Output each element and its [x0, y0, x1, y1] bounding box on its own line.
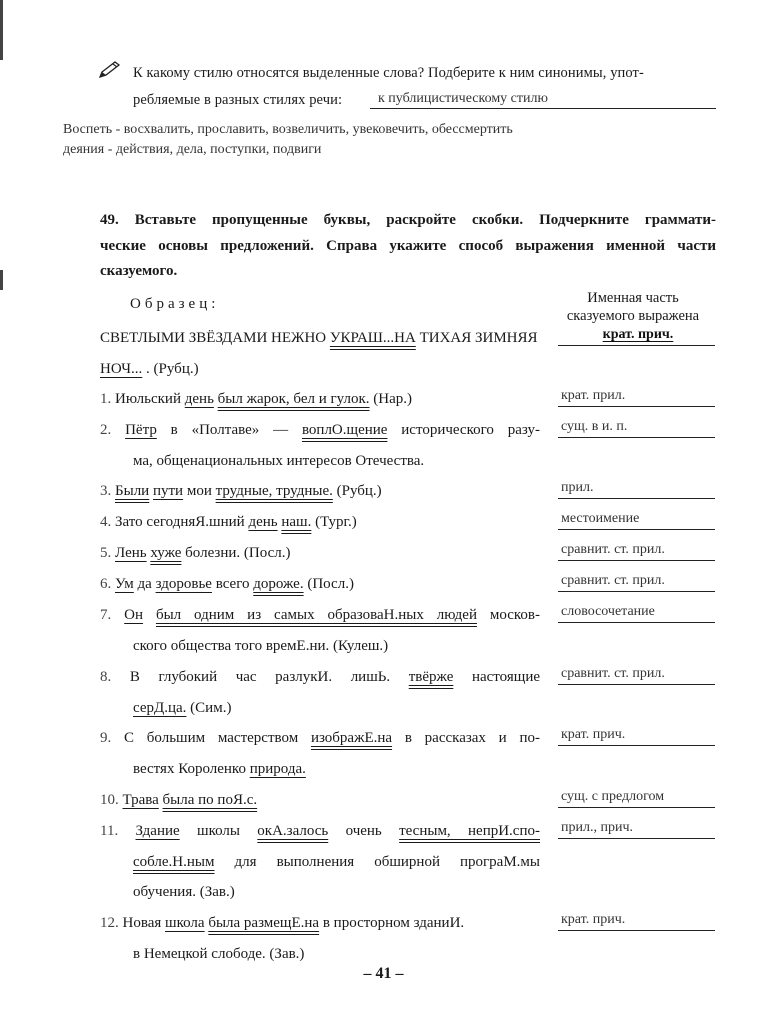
answer-field[interactable]: крат. прич. — [558, 911, 715, 931]
exercise-line — [133, 944, 304, 964]
sentence-text: Новая — [122, 915, 166, 931]
predicate-underlined: наш. — [281, 514, 312, 530]
answer-field[interactable]: сравнит. ст. прил. — [558, 541, 715, 561]
exercise-line — [133, 636, 388, 656]
answer-field[interactable]: крат. прич. — [558, 726, 715, 746]
subject-underlined: НОЧ... — [100, 361, 143, 377]
question-line-1: К какому стилю относятся выделенные слова? Подберите к ним синонимы, упот- — [133, 65, 644, 81]
answer-field[interactable]: прил., прич. — [558, 819, 715, 839]
exercise-line — [133, 882, 235, 902]
predicate-underlined: изображЕ.на — [310, 730, 393, 746]
sentence-text: В глубокий час разлукИ. лишЬ. — [129, 669, 409, 685]
sentence-text: (Посл.) — [303, 576, 354, 592]
sentence-text: мои — [183, 483, 216, 499]
subject-underlined: серД.ца. — [133, 700, 187, 716]
sentence-text: (Сим.) — [186, 700, 232, 716]
answer-field[interactable]: словосочетание — [558, 603, 715, 623]
predicate-underlined: был одним из самых образоваН.ных людей — [155, 607, 477, 623]
predicate-underlined: Были — [115, 483, 150, 499]
subject-underlined: пути — [152, 483, 184, 499]
sentence-text: москов- — [476, 607, 541, 623]
predicate-underlined: трудные, трудные. — [215, 483, 333, 499]
exercise-line — [100, 543, 291, 563]
task-heading-line-3: сказуемого. — [100, 263, 178, 279]
subject-underlined: здоровье — [155, 576, 212, 592]
question-line-2: ребляемые в разных стилях речи: — [133, 92, 343, 108]
sentence-text: настоящие — [453, 669, 541, 685]
item-number: 11. — [100, 823, 136, 839]
subject-underlined: школа — [165, 915, 205, 931]
page-number: – 41 – — [363, 965, 404, 982]
sentence-text: (Нар.) — [369, 391, 413, 407]
style-answer: к публицистическому стилю — [378, 91, 548, 106]
item-number: 5. — [100, 545, 115, 561]
exercise-line — [133, 698, 231, 718]
sentence-text: школы — [179, 823, 258, 839]
answer-field[interactable]: крат. прич. — [558, 326, 715, 346]
predicate-underlined: окА.залось — [257, 823, 329, 839]
subject-underlined: Лень — [115, 545, 147, 561]
sentence-text: ма, общенациональных интересов Отечества. — [133, 453, 425, 469]
exercise-line — [100, 512, 357, 532]
sentence-text: (Тург.) — [311, 514, 357, 530]
exercise-line — [100, 821, 540, 841]
exercise-line — [100, 574, 354, 594]
item-number: 9. — [100, 730, 125, 746]
item-number: 6. — [100, 576, 115, 592]
predicate-underlined: была по поЯ.с. — [162, 792, 258, 808]
sentence-text: Июльский — [115, 391, 185, 407]
exercise-line — [100, 481, 382, 501]
predicate-underlined: хуже — [150, 545, 182, 561]
exercise-line — [133, 759, 306, 779]
synonyms-line-2: деяния - действия, дела, поступки, подвиги — [63, 142, 322, 157]
predicate-underlined: тесным, непрИ.спо- — [399, 823, 540, 839]
sentence-text: (Рубц.) — [332, 483, 382, 499]
subject-underlined: Здание — [135, 823, 180, 839]
item-number: 10. — [100, 792, 123, 808]
sample-label: Образец: — [130, 296, 220, 312]
item-number: 8. — [100, 669, 130, 685]
item-number: 3. — [100, 483, 115, 499]
subject-underlined: Ум — [115, 576, 134, 592]
exercise-line — [100, 913, 464, 933]
column-header-line-1: Именная часть — [587, 290, 679, 306]
column-header — [548, 289, 718, 325]
subject-underlined: день — [184, 391, 214, 407]
exercise-line — [100, 420, 540, 440]
sentence-text: ского общества того времЕ.ни. (Кулеш.) — [133, 638, 389, 654]
item-number: 1. — [100, 391, 115, 407]
sentence-text: для выполнения обширной програМ.мы — [214, 854, 540, 870]
sentence-text: очень — [328, 823, 400, 839]
item-number: 12. — [100, 915, 123, 931]
predicate-underlined: воплО.щение — [301, 422, 388, 438]
synonyms-line-1: Воспеть - восхвалить, прославить, возвеличить, увековечить, обессмертить — [63, 122, 513, 137]
exercise-line — [133, 451, 424, 471]
sentence-text: всего — [211, 576, 254, 592]
answer-field[interactable]: сравнит. ст. прил. — [558, 572, 715, 592]
predicate-underlined: был жарок, бел и гулок. — [217, 391, 370, 407]
answer-field[interactable]: местоимение — [558, 510, 715, 530]
exercise-line — [100, 389, 412, 409]
predicate-underlined: дороже. — [253, 576, 304, 592]
answer-blank[interactable] — [370, 108, 716, 109]
sentence-text: в Немецкой слободе. (Зав.) — [133, 946, 305, 962]
sentence-text: С большим мастерством — [124, 730, 311, 746]
predicate-underlined: УКРАШ...НА — [329, 330, 416, 346]
exercise-line — [100, 790, 257, 810]
predicate-underlined: твёрже — [408, 669, 454, 685]
task-heading-line-1: 49. Вставьте пропущенные буквы, раскройте скобки. Подчеркните граммати- — [100, 212, 716, 228]
answer-field[interactable]: сравнит. ст. прил. — [558, 665, 715, 685]
sentence-text — [143, 607, 156, 623]
sentence-text: в «Полтаве» — — [156, 422, 302, 438]
item-number: 7. — [100, 607, 125, 623]
sentence-text: болезни. (Посл.) — [181, 545, 291, 561]
sentence-text: обучения. (Зав.) — [133, 884, 235, 900]
sentence-text: ТИХАЯ ЗИМНЯЯ — [415, 330, 538, 346]
sentence-text: СВЕТЛЫМИ ЗВЁЗДАМИ НЕЖНО — [100, 330, 330, 346]
sample-sentence — [100, 328, 538, 348]
sentence-text: вестях Короленко — [133, 761, 250, 777]
subject-underlined: Трава — [122, 792, 159, 808]
answer-field[interactable]: сущ. в и. п. — [558, 418, 715, 438]
exercise-line — [133, 852, 540, 872]
subject-underlined: Он — [124, 607, 144, 623]
answer-field[interactable]: сущ. с предлогом — [558, 788, 715, 808]
subject-underlined: Пётр — [125, 422, 157, 438]
item-number: 2. — [100, 422, 126, 438]
item-number: 4. — [100, 514, 115, 530]
exercise-line — [100, 667, 540, 687]
column-header-line-2: сказуемого выражена — [566, 308, 700, 324]
sentence-text: Зато сегодняЯ.шний — [115, 514, 249, 530]
pencil-icon — [97, 60, 121, 80]
predicate-underlined: была размещЕ.на — [208, 915, 320, 931]
sentence-text: в просторном зданиИ. — [319, 915, 465, 931]
subject-underlined: природа. — [249, 761, 306, 777]
sentence-text: в рассказах и по- — [392, 730, 540, 746]
exercise-line — [100, 605, 540, 625]
exercise-line — [100, 359, 199, 379]
task-heading-line-2: ческие основы предложений. Справа укажите способ выражения именной части — [100, 238, 716, 254]
exercise-line — [100, 728, 540, 748]
scan-edge — [0, 0, 3, 60]
predicate-underlined: собле.Н.ным — [133, 854, 215, 870]
sentence-text: исторического разу- — [387, 422, 540, 438]
answer-field[interactable]: крат. прил. — [558, 387, 715, 407]
subject-underlined: день — [248, 514, 278, 530]
answer-field[interactable]: прил. — [558, 479, 715, 499]
sentence-text: . (Рубц.) — [142, 361, 199, 377]
sentence-text: да — [133, 576, 156, 592]
scan-edge — [0, 270, 3, 290]
